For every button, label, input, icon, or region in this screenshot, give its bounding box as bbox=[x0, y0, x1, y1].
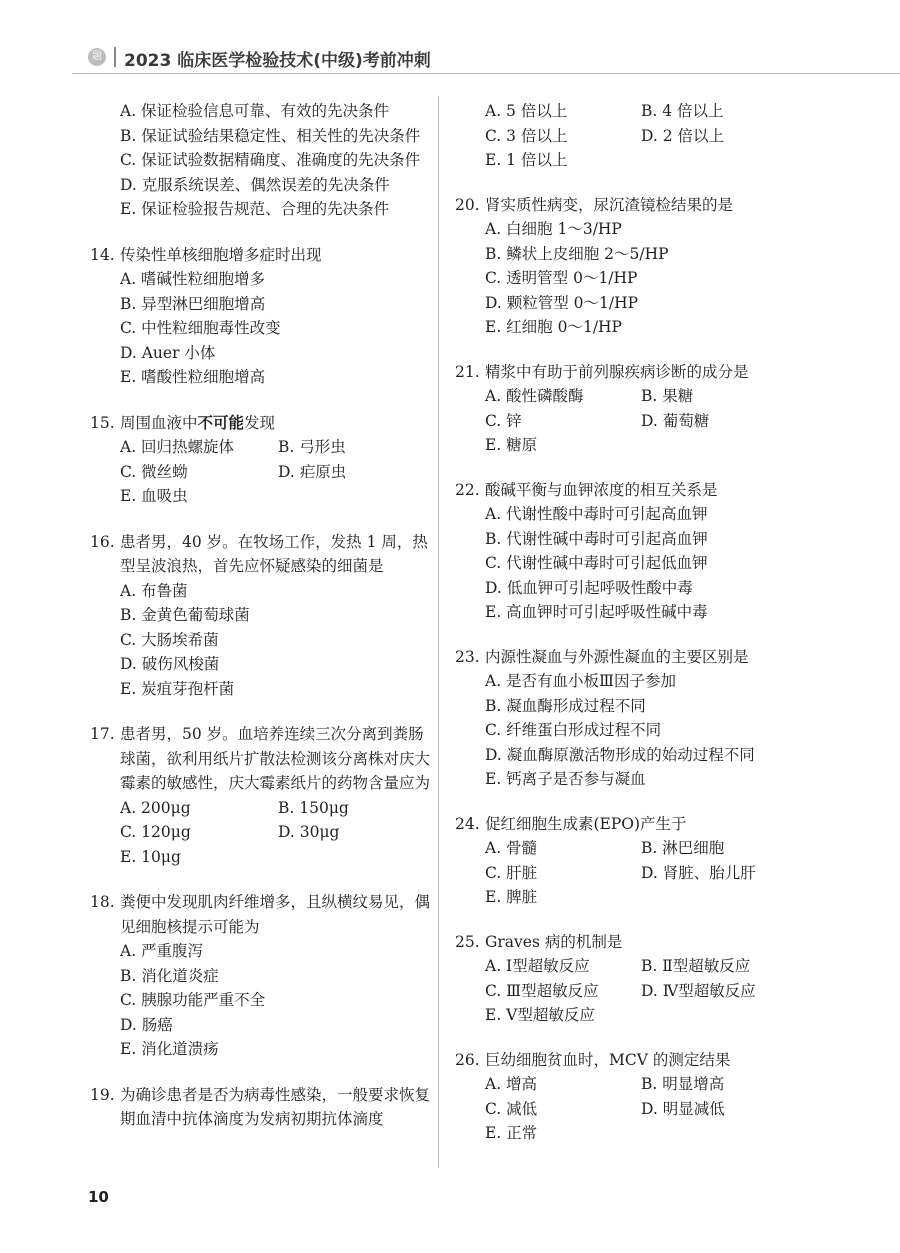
question-stem bbox=[455, 930, 800, 955]
option-d: D. 破伤风梭菌 bbox=[120, 655, 220, 673]
option-a: A. 严重腹泻 bbox=[120, 942, 204, 960]
option-c: C. 纤维蛋白形成过程不同 bbox=[485, 721, 662, 739]
question-stem bbox=[455, 812, 800, 837]
option-c: C. 120μg bbox=[120, 823, 191, 841]
option-e: E. 嗜酸性粒细胞增高 bbox=[120, 368, 266, 386]
option-e: E. 1 倍以上 bbox=[485, 151, 568, 169]
question-number: 18. bbox=[90, 893, 115, 911]
option-a: A. 嗜碱性粒细胞增多 bbox=[120, 270, 266, 288]
option-a: A. 保证检验信息可靠、有效的先决条件 bbox=[120, 102, 390, 120]
question-number: 21. bbox=[455, 362, 480, 381]
option-c: C. 保证试验数据精确度、准确度的先决条件 bbox=[120, 151, 421, 169]
question-number: 17. bbox=[90, 725, 115, 743]
page-number: 10 bbox=[88, 1188, 109, 1206]
option-a: A. 布鲁菌 bbox=[120, 581, 188, 600]
option-c: C. 减低 bbox=[485, 1099, 538, 1118]
option-d: D. 凝血酶原激活物形成的始动过程不同 bbox=[485, 745, 755, 764]
option-c: C. 3 倍以上 bbox=[485, 126, 568, 145]
question-text: 患者男，50 岁。血培养连续三次分离到粪肠球菌，欲利用纸片扩散法检测该分离株对庆大霉素的敏感性，庆大霉素纸片的药物含量应为 bbox=[120, 725, 431, 792]
emphasis-not-possible: 不可能 bbox=[197, 413, 245, 432]
option-a: A. 是否有血小板Ⅲ因子参加 bbox=[485, 672, 676, 690]
option-a: A. 增高 bbox=[485, 1075, 538, 1093]
question-number: 26. bbox=[455, 1050, 480, 1069]
option-d: D. 颗粒管型 0～1/HP bbox=[485, 293, 639, 312]
option-b: B. 淋巴细胞 bbox=[641, 839, 725, 857]
question-number: 19. bbox=[90, 1085, 115, 1104]
question-stem bbox=[90, 890, 430, 939]
option-row bbox=[455, 979, 800, 1004]
question-number: 14. bbox=[90, 245, 115, 264]
question-19-options bbox=[455, 99, 800, 173]
option-e: E. 正常 bbox=[485, 1124, 538, 1142]
option-b: B. 保证试验结果稳定性、相关性的先决条件 bbox=[120, 126, 421, 145]
option-e: E. 血吸虫 bbox=[120, 487, 188, 505]
option-d: D. 30μg bbox=[278, 823, 340, 841]
option-row bbox=[90, 435, 430, 460]
option-b: B. 异型淋巴细胞增高 bbox=[120, 294, 266, 313]
option-a: A. Ⅰ型超敏反应 bbox=[485, 957, 590, 975]
question-stem bbox=[455, 1048, 800, 1073]
question-text: 酸碱平衡与血钾浓度的相互关系是 bbox=[485, 480, 718, 499]
option-row bbox=[455, 1072, 800, 1097]
option-row bbox=[455, 384, 800, 409]
question-number: 24. bbox=[455, 814, 480, 833]
question-24 bbox=[455, 812, 800, 910]
question-23 bbox=[455, 645, 800, 792]
option-a: A. 白细胞 1～3/HP bbox=[485, 220, 622, 238]
option-e: E. 保证检验报告规范、合理的先决条件 bbox=[120, 200, 390, 218]
stem-text-after: 发现 bbox=[244, 413, 276, 432]
option-e: E. 高血钾时可引起呼吸性碱中毒 bbox=[485, 603, 708, 621]
question-number: 22. bbox=[455, 480, 480, 499]
option-e: E. 红细胞 0～1/HP bbox=[485, 318, 622, 336]
option-d: D. 葡萄糖 bbox=[641, 411, 710, 430]
option-b: B. 代谢性碱中毒时可引起高血钾 bbox=[485, 529, 708, 548]
question-text: 患者男，40 岁。在牧场工作，发热 1 周，热型呈波浪热，首先应怀疑感染的细菌是 bbox=[120, 532, 428, 575]
option-c: C. 胰腺功能严重不全 bbox=[120, 991, 266, 1009]
option-e: E. Ⅴ型超敏反应 bbox=[485, 1006, 595, 1024]
option-e: E. 糖原 bbox=[485, 436, 538, 454]
option-a: A. 代谢性酸中毒时可引起高血钾 bbox=[485, 505, 708, 523]
book-title: 2023 临床医学检验技术(中级)考前冲刺 bbox=[124, 51, 431, 71]
right-column bbox=[455, 99, 800, 1166]
question-number: 25. bbox=[455, 932, 480, 951]
option-d: D. 明显减低 bbox=[641, 1099, 725, 1118]
option-row bbox=[455, 861, 800, 886]
question-text: 粪便中发现肌肉纤维增多，且纵横纹易见，偶见细胞核提示可能为 bbox=[120, 893, 431, 936]
option-b: B. 金黄色葡萄球菌 bbox=[120, 606, 250, 624]
option-d: D. Ⅳ型超敏反应 bbox=[641, 981, 756, 1000]
option-c: C. 大肠埃希菌 bbox=[120, 630, 219, 649]
option-a: A. 回归热螺旋体 bbox=[120, 438, 235, 456]
option-c: C. 微丝蚴 bbox=[120, 462, 188, 481]
option-row bbox=[455, 99, 800, 124]
option-c: C. 中性粒细胞毒性改变 bbox=[120, 319, 281, 337]
option-b: B. 弓形虫 bbox=[278, 438, 346, 456]
option-b: B. 消化道炎症 bbox=[120, 966, 219, 985]
question-text: Graves 病的机制是 bbox=[485, 932, 623, 951]
question-number: 16. bbox=[90, 532, 115, 551]
option-e: E. 消化道溃疡 bbox=[120, 1040, 219, 1058]
option-d: D. 肾脏、胎儿肝 bbox=[641, 863, 756, 882]
option-a: A. 骨髓 bbox=[485, 839, 538, 857]
question-stem bbox=[455, 360, 800, 385]
question-stem bbox=[90, 722, 430, 796]
question-16 bbox=[90, 530, 430, 702]
question-14 bbox=[90, 243, 430, 390]
header-rule bbox=[72, 73, 900, 74]
option-d: D. 低血钾可引起呼吸性酸中毒 bbox=[485, 578, 693, 597]
option-e: E. 钙离子是否参与凝血 bbox=[485, 770, 646, 788]
option-c: C. 代谢性碱中毒时可引起低血钾 bbox=[485, 554, 708, 572]
question-text bbox=[120, 411, 430, 436]
option-a: A. 酸性磷酸酶 bbox=[485, 387, 584, 405]
question-stem bbox=[90, 530, 430, 579]
option-d: D. 疟原虫 bbox=[278, 462, 347, 481]
question-stem bbox=[455, 478, 800, 503]
option-b: B. 鳞状上皮细胞 2～5/HP bbox=[485, 244, 669, 263]
option-b: B. 明显增高 bbox=[641, 1075, 725, 1093]
question-number: 23. bbox=[455, 647, 480, 666]
option-e: E. 脾脏 bbox=[485, 888, 538, 906]
page-header bbox=[0, 0, 900, 75]
option-d: D. 2 倍以上 bbox=[641, 126, 725, 145]
option-row bbox=[90, 796, 430, 821]
option-b: B. 4 倍以上 bbox=[641, 102, 724, 120]
question-26 bbox=[455, 1048, 800, 1146]
option-row bbox=[90, 460, 430, 485]
option-row bbox=[455, 124, 800, 149]
question-number: 15. bbox=[90, 413, 115, 432]
option-b: B. 凝血酶形成过程不同 bbox=[485, 696, 646, 715]
question-text: 传染性单核细胞增多症时出现 bbox=[120, 245, 322, 264]
question-stem bbox=[455, 193, 800, 218]
question-number: 20. bbox=[455, 195, 480, 214]
question-stem bbox=[455, 645, 800, 670]
option-a: A. 5 倍以上 bbox=[485, 102, 568, 120]
question-text: 巨幼细胞贫血时，MCV 的测定结果 bbox=[485, 1050, 731, 1069]
option-d: D. Auer 小体 bbox=[120, 343, 216, 362]
question-15 bbox=[90, 411, 430, 509]
question-text: 精浆中有助于前列腺疾病诊断的成分是 bbox=[485, 362, 749, 381]
option-b: B. 果糖 bbox=[641, 387, 694, 405]
option-a: A. 200μg bbox=[120, 798, 191, 817]
option-d: D. 克服系统误差、偶然误差的先决条件 bbox=[120, 175, 390, 194]
question-21 bbox=[455, 360, 800, 458]
option-c: C. 锌 bbox=[485, 411, 522, 430]
question-13-continued bbox=[90, 99, 430, 222]
option-c: C. 肝脏 bbox=[485, 863, 538, 882]
option-d: D. 肠癌 bbox=[120, 1015, 173, 1034]
question-17 bbox=[90, 722, 430, 869]
option-c: C. 透明管型 0～1/HP bbox=[485, 269, 638, 287]
option-c: C. Ⅲ型超敏反应 bbox=[485, 981, 599, 1000]
option-row bbox=[455, 1097, 800, 1122]
option-b: B. Ⅱ型超敏反应 bbox=[641, 957, 751, 975]
option-b: B. 150μg bbox=[278, 798, 349, 817]
option-e: E. 炭疽芽孢杆菌 bbox=[120, 679, 235, 698]
question-22 bbox=[455, 478, 800, 625]
question-stem bbox=[90, 243, 430, 268]
option-row bbox=[455, 836, 800, 861]
question-text: 内源性凝血与外源性凝血的主要区别是 bbox=[485, 647, 749, 666]
option-e: E. 10μg bbox=[120, 847, 181, 866]
column-divider bbox=[438, 96, 439, 1168]
left-column bbox=[90, 99, 430, 1153]
option-row bbox=[455, 954, 800, 979]
option-row bbox=[455, 409, 800, 434]
question-text: 促红细胞生成素(EPO)产生于 bbox=[485, 814, 687, 833]
stem-text-before: 周围血液中 bbox=[120, 413, 198, 432]
question-stem bbox=[90, 1083, 430, 1132]
question-20 bbox=[455, 193, 800, 340]
question-25 bbox=[455, 930, 800, 1028]
question-18 bbox=[90, 890, 430, 1062]
question-19 bbox=[90, 1083, 430, 1132]
question-text: 肾实质性病变，尿沉渣镜检结果的是 bbox=[485, 195, 734, 214]
header-separator bbox=[114, 47, 116, 67]
book-logo-icon: 题 bbox=[88, 48, 106, 66]
option-row bbox=[90, 820, 430, 845]
question-stem bbox=[90, 411, 430, 436]
question-text: 为确诊患者是否为病毒性感染，一般要求恢复期血清中抗体滴度为发病初期抗体滴度 bbox=[120, 1085, 431, 1128]
